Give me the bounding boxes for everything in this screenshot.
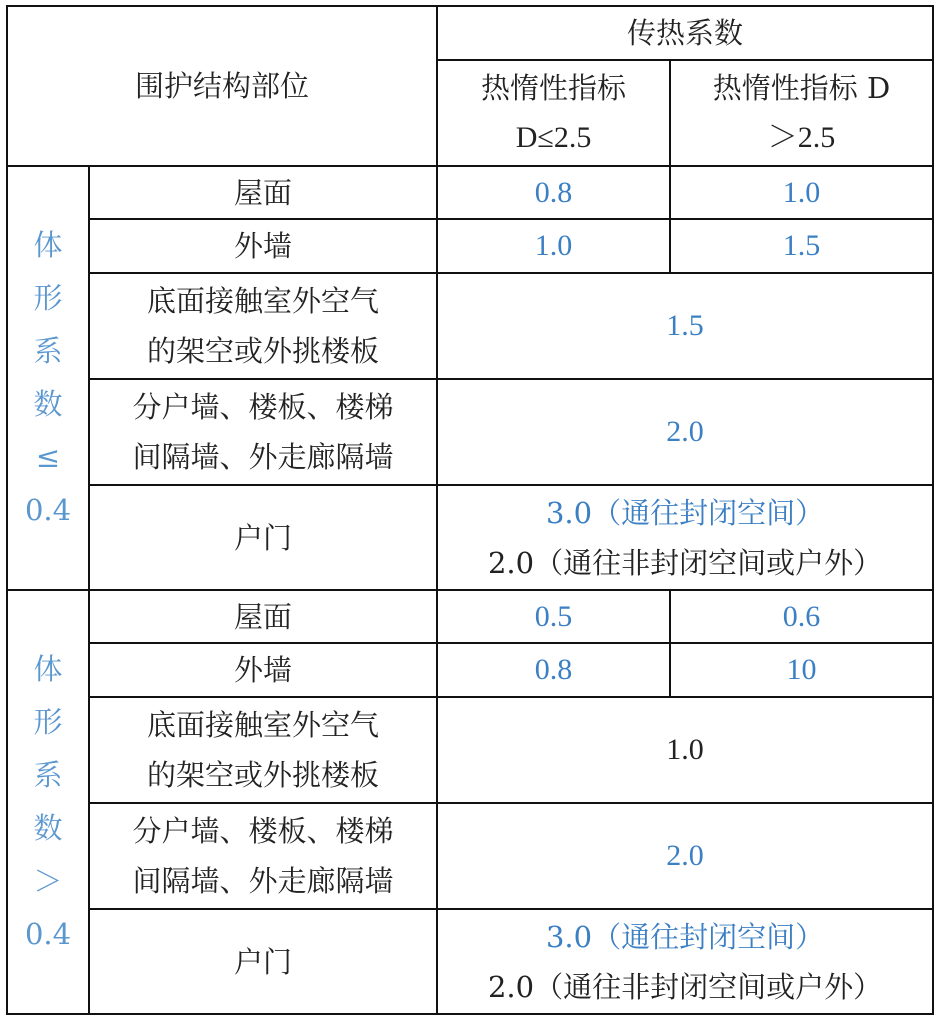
header-col2-line2: ＞2.5 — [767, 121, 836, 154]
floor-label — [89, 697, 437, 803]
header-part: 围护结构部位 — [7, 6, 437, 166]
floor-value: 1.0 — [437, 697, 933, 803]
group-label-char: 数 — [33, 387, 63, 421]
wall-label: 外墙 — [89, 643, 437, 697]
group-label-char: 系 — [33, 334, 63, 368]
wall-value-d-high: 1.5 — [670, 219, 933, 273]
group-label — [7, 590, 89, 1014]
group-label-char: 0.4 — [24, 493, 72, 527]
partition-label — [89, 379, 437, 485]
door-value-line1: 3.0（通往封闭空间） — [545, 495, 825, 530]
partition-value: 2.0 — [437, 379, 933, 485]
floor-label-line1: 底面接触室外空气 — [147, 708, 380, 742]
floor-label-line1: 底面接触室外空气 — [147, 284, 380, 318]
roof-value-d-high: 1.0 — [670, 166, 933, 219]
group-label-char: 0.4 — [24, 917, 72, 951]
group-label-char: 体 — [33, 652, 63, 686]
header-col1-line1: 热惰性指标 — [481, 71, 627, 105]
group-label-char: 体 — [33, 228, 63, 262]
roof-value-d-low: 0.8 — [437, 166, 670, 219]
door-value-line2: 2.0（通往非封闭空间或户外） — [487, 545, 883, 580]
partition-label-line1: 分户墙、楼板、楼梯 — [132, 390, 394, 424]
header-col2 — [670, 60, 933, 166]
roof-label: 屋面 — [89, 590, 437, 643]
header-col2-line1: 热惰性指标 D — [712, 71, 891, 105]
partition-label-line2: 间隔墙、外走廊隔墙 — [132, 440, 394, 474]
floor-label-line2: 的架空或外挑楼板 — [147, 758, 380, 792]
header-col1 — [437, 60, 670, 166]
roof-value-d-low: 0.5 — [437, 590, 670, 643]
wall-value-d-high: 10 — [670, 643, 933, 697]
group-label-char: 形 — [33, 281, 63, 315]
floor-label — [89, 273, 437, 379]
group-label-char: 形 — [33, 705, 63, 739]
wall-value-d-low: 0.8 — [437, 643, 670, 697]
floor-label-line2: 的架空或外挑楼板 — [147, 334, 380, 368]
group-label — [7, 166, 89, 590]
partition-value: 2.0 — [437, 803, 933, 909]
floor-value: 1.5 — [437, 273, 933, 379]
door-label: 户门 — [89, 909, 437, 1014]
door-label: 户门 — [89, 485, 437, 590]
partition-label-line2: 间隔墙、外走廊隔墙 — [132, 864, 394, 898]
partition-label-line1: 分户墙、楼板、楼梯 — [132, 814, 394, 848]
heat-transfer-coefficient-table — [6, 5, 934, 1015]
group-label-char: 系 — [33, 758, 63, 792]
group-label-char: ＞ — [33, 864, 63, 898]
wall-value-d-low: 1.0 — [437, 219, 670, 273]
door-value — [437, 485, 933, 590]
door-value-line2: 2.0（通往非封闭空间或户外） — [487, 969, 883, 1004]
door-value — [437, 909, 933, 1014]
header-coefficient: 传热系数 — [437, 6, 933, 60]
roof-value-d-high: 0.6 — [670, 590, 933, 643]
group-label-char: ≤ — [35, 440, 61, 474]
door-value-line1: 3.0（通往封闭空间） — [545, 919, 825, 954]
roof-label: 屋面 — [89, 166, 437, 219]
group-label-char: 数 — [33, 811, 63, 845]
partition-label — [89, 803, 437, 909]
header-col1-line2: D≤2.5 — [515, 121, 592, 154]
wall-label: 外墙 — [89, 219, 437, 273]
